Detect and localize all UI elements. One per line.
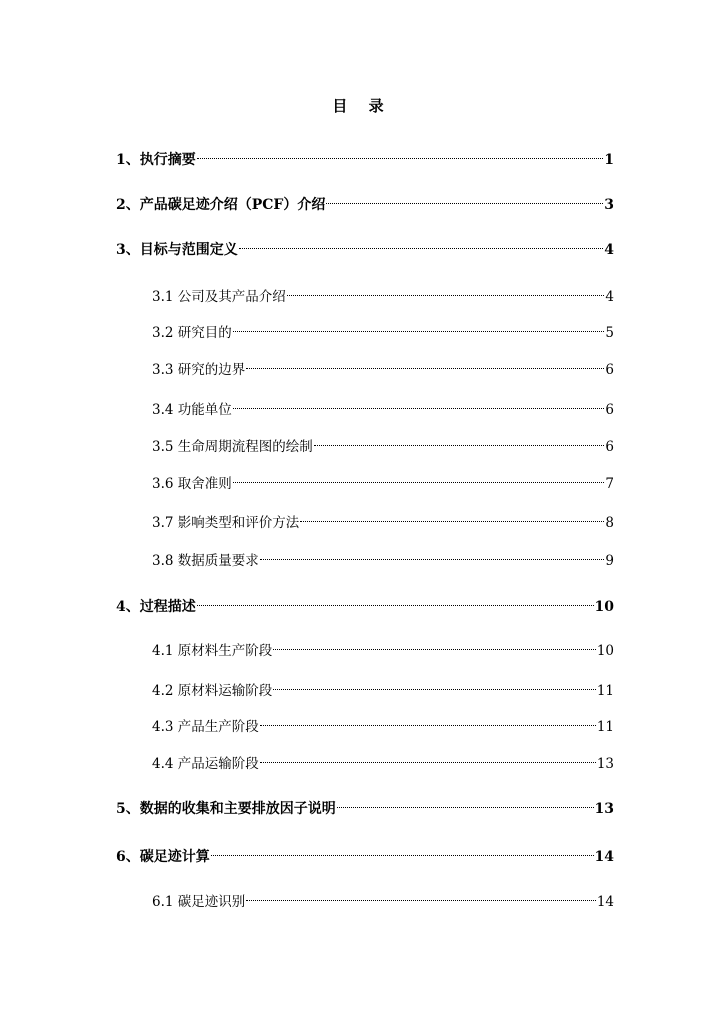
toc-entry-text: 3.2 研究目的	[152, 325, 232, 341]
toc-entry-4[interactable]	[116, 589, 614, 615]
toc-leader-dots	[337, 791, 594, 813]
toc-page-number: 3	[604, 197, 614, 213]
toc-entry-text: 3.8 数据质量要求	[152, 553, 259, 569]
toc-entry-2[interactable]	[116, 187, 614, 213]
toc-leader-dots	[233, 315, 605, 337]
toc-page-number: 1	[604, 152, 614, 168]
toc-entry-text: 3.7 影响类型和评价方法	[152, 515, 300, 531]
toc-leader-dots	[197, 589, 594, 611]
toc-page-number: 11	[596, 683, 614, 699]
toc-entry-text: 4、过程描述	[116, 599, 196, 615]
toc-entry-text: 6、碳足迹计算	[116, 849, 210, 865]
toc-entry-4-1[interactable]	[152, 633, 614, 659]
toc-page-number: 10	[594, 599, 614, 615]
toc-entry-3-1[interactable]	[152, 279, 614, 305]
toc-entry-4-4[interactable]	[152, 746, 614, 772]
toc-entry-4-3[interactable]	[152, 709, 614, 735]
toc-leader-dots	[260, 746, 596, 768]
toc-entry-3-5[interactable]	[152, 429, 614, 455]
toc-entry-text: 6.1 碳足迹识别	[152, 894, 246, 910]
toc-page-number: 6	[605, 402, 614, 418]
toc-entry-3-7[interactable]	[152, 505, 614, 531]
toc-leader-dots	[246, 352, 604, 374]
toc-leader-dots	[211, 839, 594, 861]
toc-entry-1[interactable]	[116, 142, 614, 168]
toc-entry-text: 3.6 取舍准则	[152, 476, 232, 492]
toc-page-number: 6	[605, 439, 614, 455]
toc-entry-3-3[interactable]	[152, 352, 614, 378]
toc-page-number: 9	[605, 553, 614, 569]
toc-leader-dots	[273, 673, 596, 695]
toc-leader-dots	[326, 187, 603, 209]
toc-entry-6[interactable]	[116, 839, 614, 865]
toc-entry-text: 4.3 产品生产阶段	[152, 719, 259, 735]
toc-leader-dots	[287, 279, 605, 301]
toc-leader-dots	[300, 505, 604, 527]
toc-entry-3-2[interactable]	[152, 315, 614, 341]
toc-entry-text: 4.4 产品运输阶段	[152, 756, 259, 772]
toc-entry-6-1[interactable]	[152, 884, 614, 910]
toc-page-number: 4	[605, 289, 614, 305]
toc-entry-text: 4.2 原材料运输阶段	[152, 683, 273, 699]
toc-leader-dots	[273, 633, 596, 655]
toc-page-number: 14	[596, 894, 614, 910]
toc-entry-text: 3.4 功能单位	[152, 402, 232, 418]
toc-entry-text: 3.5 生命周期流程图的绘制	[152, 439, 313, 455]
toc-leader-dots	[260, 543, 605, 565]
toc-entry-3-8[interactable]	[152, 543, 614, 569]
toc-page-number: 13	[596, 756, 614, 772]
toc-leader-dots	[239, 232, 604, 254]
toc-entry-4-2[interactable]	[152, 673, 614, 699]
toc-entry-text: 2、产品碳足迹介绍（PCF）介绍	[116, 197, 326, 213]
toc-leader-dots	[246, 884, 596, 906]
toc-entry-text: 3.3 研究的边界	[152, 362, 246, 378]
toc-page-number: 5	[605, 325, 614, 341]
toc-entry-3[interactable]	[116, 232, 614, 258]
toc-page-number: 8	[605, 515, 614, 531]
toc-leader-dots	[197, 142, 604, 164]
toc-entry-text: 3.1 公司及其产品介绍	[152, 289, 286, 305]
toc-entry-text: 5、数据的收集和主要排放因子说明	[116, 801, 336, 817]
toc-entry-text: 1、执行摘要	[116, 152, 196, 168]
toc-page-number: 10	[596, 643, 614, 659]
toc-leader-dots	[233, 392, 605, 414]
toc-page-number: 13	[594, 801, 614, 817]
toc-title: 目 录	[332, 97, 392, 115]
toc-entry-5[interactable]	[116, 791, 614, 817]
toc-entry-3-6[interactable]	[152, 466, 614, 492]
toc-entry-text: 3、目标与范围定义	[116, 242, 238, 258]
toc-page-number: 14	[594, 849, 614, 865]
toc-page-number: 4	[604, 242, 614, 258]
toc-page-number: 11	[596, 719, 614, 735]
toc-leader-dots	[314, 429, 605, 451]
toc-leader-dots	[233, 466, 605, 488]
toc-page-number: 6	[605, 362, 614, 378]
toc-entry-3-4[interactable]	[152, 392, 614, 418]
toc-page-number: 7	[605, 476, 614, 492]
toc-leader-dots	[260, 709, 596, 731]
toc-entry-text: 4.1 原材料生产阶段	[152, 643, 273, 659]
